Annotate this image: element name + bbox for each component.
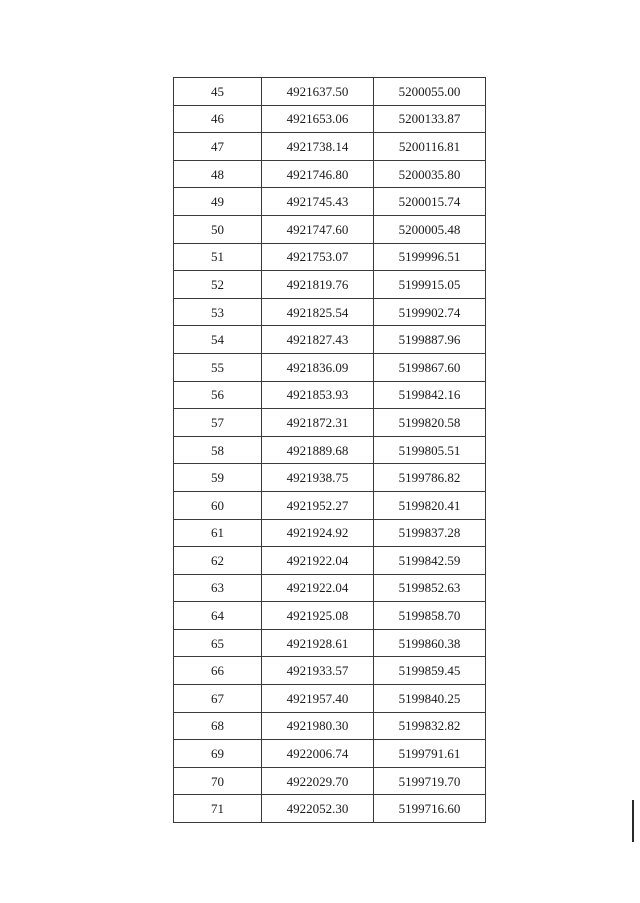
y-coordinate-cell: 5199840.25 — [374, 685, 486, 713]
x-coordinate-cell: 4921872.31 — [262, 409, 374, 437]
y-coordinate-cell: 5200055.00 — [374, 78, 486, 106]
table-row — [174, 78, 486, 106]
y-coordinate-cell: 5199996.51 — [374, 243, 486, 271]
y-coordinate-cell: 5199820.41 — [374, 491, 486, 519]
y-coordinate-cell: 5199852.63 — [374, 574, 486, 602]
point-number-cell: 65 — [174, 629, 262, 657]
x-coordinate-cell: 4922006.74 — [262, 740, 374, 768]
y-coordinate-cell: 5199837.28 — [374, 519, 486, 547]
point-number-cell: 45 — [174, 78, 262, 106]
x-coordinate-cell: 4921938.75 — [262, 464, 374, 492]
y-coordinate-cell: 5199820.58 — [374, 409, 486, 437]
y-coordinate-cell: 5199887.96 — [374, 326, 486, 354]
point-number-cell: 67 — [174, 685, 262, 713]
y-coordinate-cell: 5199867.60 — [374, 353, 486, 381]
table-row — [174, 547, 486, 575]
x-coordinate-cell: 4921957.40 — [262, 685, 374, 713]
y-coordinate-cell: 5199842.16 — [374, 381, 486, 409]
y-coordinate-cell: 5199832.82 — [374, 712, 486, 740]
point-number-cell: 60 — [174, 491, 262, 519]
y-coordinate-cell: 5199791.61 — [374, 740, 486, 768]
scan-edge-mark — [632, 800, 634, 842]
table-row — [174, 574, 486, 602]
x-coordinate-cell: 4921952.27 — [262, 491, 374, 519]
point-number-cell: 71 — [174, 795, 262, 823]
table-row — [174, 436, 486, 464]
point-number-cell: 64 — [174, 602, 262, 630]
y-coordinate-cell: 5200116.81 — [374, 133, 486, 161]
point-number-cell: 69 — [174, 740, 262, 768]
point-number-cell: 58 — [174, 436, 262, 464]
y-coordinate-cell: 5199860.38 — [374, 629, 486, 657]
table-row — [174, 271, 486, 299]
coordinates-table — [173, 77, 486, 823]
point-number-cell: 53 — [174, 298, 262, 326]
x-coordinate-cell: 4921980.30 — [262, 712, 374, 740]
x-coordinate-cell: 4921853.93 — [262, 381, 374, 409]
table-row — [174, 657, 486, 685]
point-number-cell: 48 — [174, 160, 262, 188]
table-row — [174, 409, 486, 437]
y-coordinate-cell: 5200005.48 — [374, 215, 486, 243]
x-coordinate-cell: 4921747.60 — [262, 215, 374, 243]
x-coordinate-cell: 4921933.57 — [262, 657, 374, 685]
table-row — [174, 519, 486, 547]
y-coordinate-cell: 5199902.74 — [374, 298, 486, 326]
table-row — [174, 298, 486, 326]
x-coordinate-cell: 4922029.70 — [262, 767, 374, 795]
point-number-cell: 54 — [174, 326, 262, 354]
y-coordinate-cell: 5199859.45 — [374, 657, 486, 685]
point-number-cell: 57 — [174, 409, 262, 437]
point-number-cell: 56 — [174, 381, 262, 409]
x-coordinate-cell: 4921827.43 — [262, 326, 374, 354]
x-coordinate-cell: 4921825.54 — [262, 298, 374, 326]
table-row — [174, 188, 486, 216]
x-coordinate-cell: 4921653.06 — [262, 105, 374, 133]
point-number-cell: 46 — [174, 105, 262, 133]
point-number-cell: 59 — [174, 464, 262, 492]
coordinates-table-body — [174, 78, 486, 823]
y-coordinate-cell: 5200035.80 — [374, 160, 486, 188]
x-coordinate-cell: 4921745.43 — [262, 188, 374, 216]
point-number-cell: 51 — [174, 243, 262, 271]
point-number-cell: 68 — [174, 712, 262, 740]
point-number-cell: 70 — [174, 767, 262, 795]
table-row — [174, 326, 486, 354]
point-number-cell: 55 — [174, 353, 262, 381]
point-number-cell: 62 — [174, 547, 262, 575]
y-coordinate-cell: 5199719.70 — [374, 767, 486, 795]
table-row — [174, 464, 486, 492]
y-coordinate-cell: 5199842.59 — [374, 547, 486, 575]
table-row — [174, 602, 486, 630]
table-row — [174, 767, 486, 795]
table-row — [174, 795, 486, 823]
y-coordinate-cell: 5199915.05 — [374, 271, 486, 299]
x-coordinate-cell: 4921753.07 — [262, 243, 374, 271]
table-row — [174, 243, 486, 271]
x-coordinate-cell: 4921738.14 — [262, 133, 374, 161]
table-row — [174, 215, 486, 243]
y-coordinate-cell: 5199858.70 — [374, 602, 486, 630]
x-coordinate-cell: 4921637.50 — [262, 78, 374, 106]
x-coordinate-cell: 4921925.08 — [262, 602, 374, 630]
table-row — [174, 353, 486, 381]
x-coordinate-cell: 4922052.30 — [262, 795, 374, 823]
x-coordinate-cell: 4921889.68 — [262, 436, 374, 464]
table-row — [174, 491, 486, 519]
y-coordinate-cell: 5199805.51 — [374, 436, 486, 464]
table-row — [174, 712, 486, 740]
point-number-cell: 66 — [174, 657, 262, 685]
x-coordinate-cell: 4921922.04 — [262, 574, 374, 602]
x-coordinate-cell: 4921928.61 — [262, 629, 374, 657]
table-row — [174, 381, 486, 409]
point-number-cell: 47 — [174, 133, 262, 161]
table-row — [174, 740, 486, 768]
table-row — [174, 160, 486, 188]
x-coordinate-cell: 4921922.04 — [262, 547, 374, 575]
y-coordinate-cell: 5200015.74 — [374, 188, 486, 216]
x-coordinate-cell: 4921924.92 — [262, 519, 374, 547]
x-coordinate-cell: 4921819.76 — [262, 271, 374, 299]
table-row — [174, 133, 486, 161]
point-number-cell: 50 — [174, 215, 262, 243]
point-number-cell: 49 — [174, 188, 262, 216]
y-coordinate-cell: 5200133.87 — [374, 105, 486, 133]
y-coordinate-cell: 5199786.82 — [374, 464, 486, 492]
table-row — [174, 105, 486, 133]
table-row — [174, 685, 486, 713]
y-coordinate-cell: 5199716.60 — [374, 795, 486, 823]
point-number-cell: 63 — [174, 574, 262, 602]
x-coordinate-cell: 4921746.80 — [262, 160, 374, 188]
x-coordinate-cell: 4921836.09 — [262, 353, 374, 381]
table-row — [174, 629, 486, 657]
point-number-cell: 61 — [174, 519, 262, 547]
point-number-cell: 52 — [174, 271, 262, 299]
